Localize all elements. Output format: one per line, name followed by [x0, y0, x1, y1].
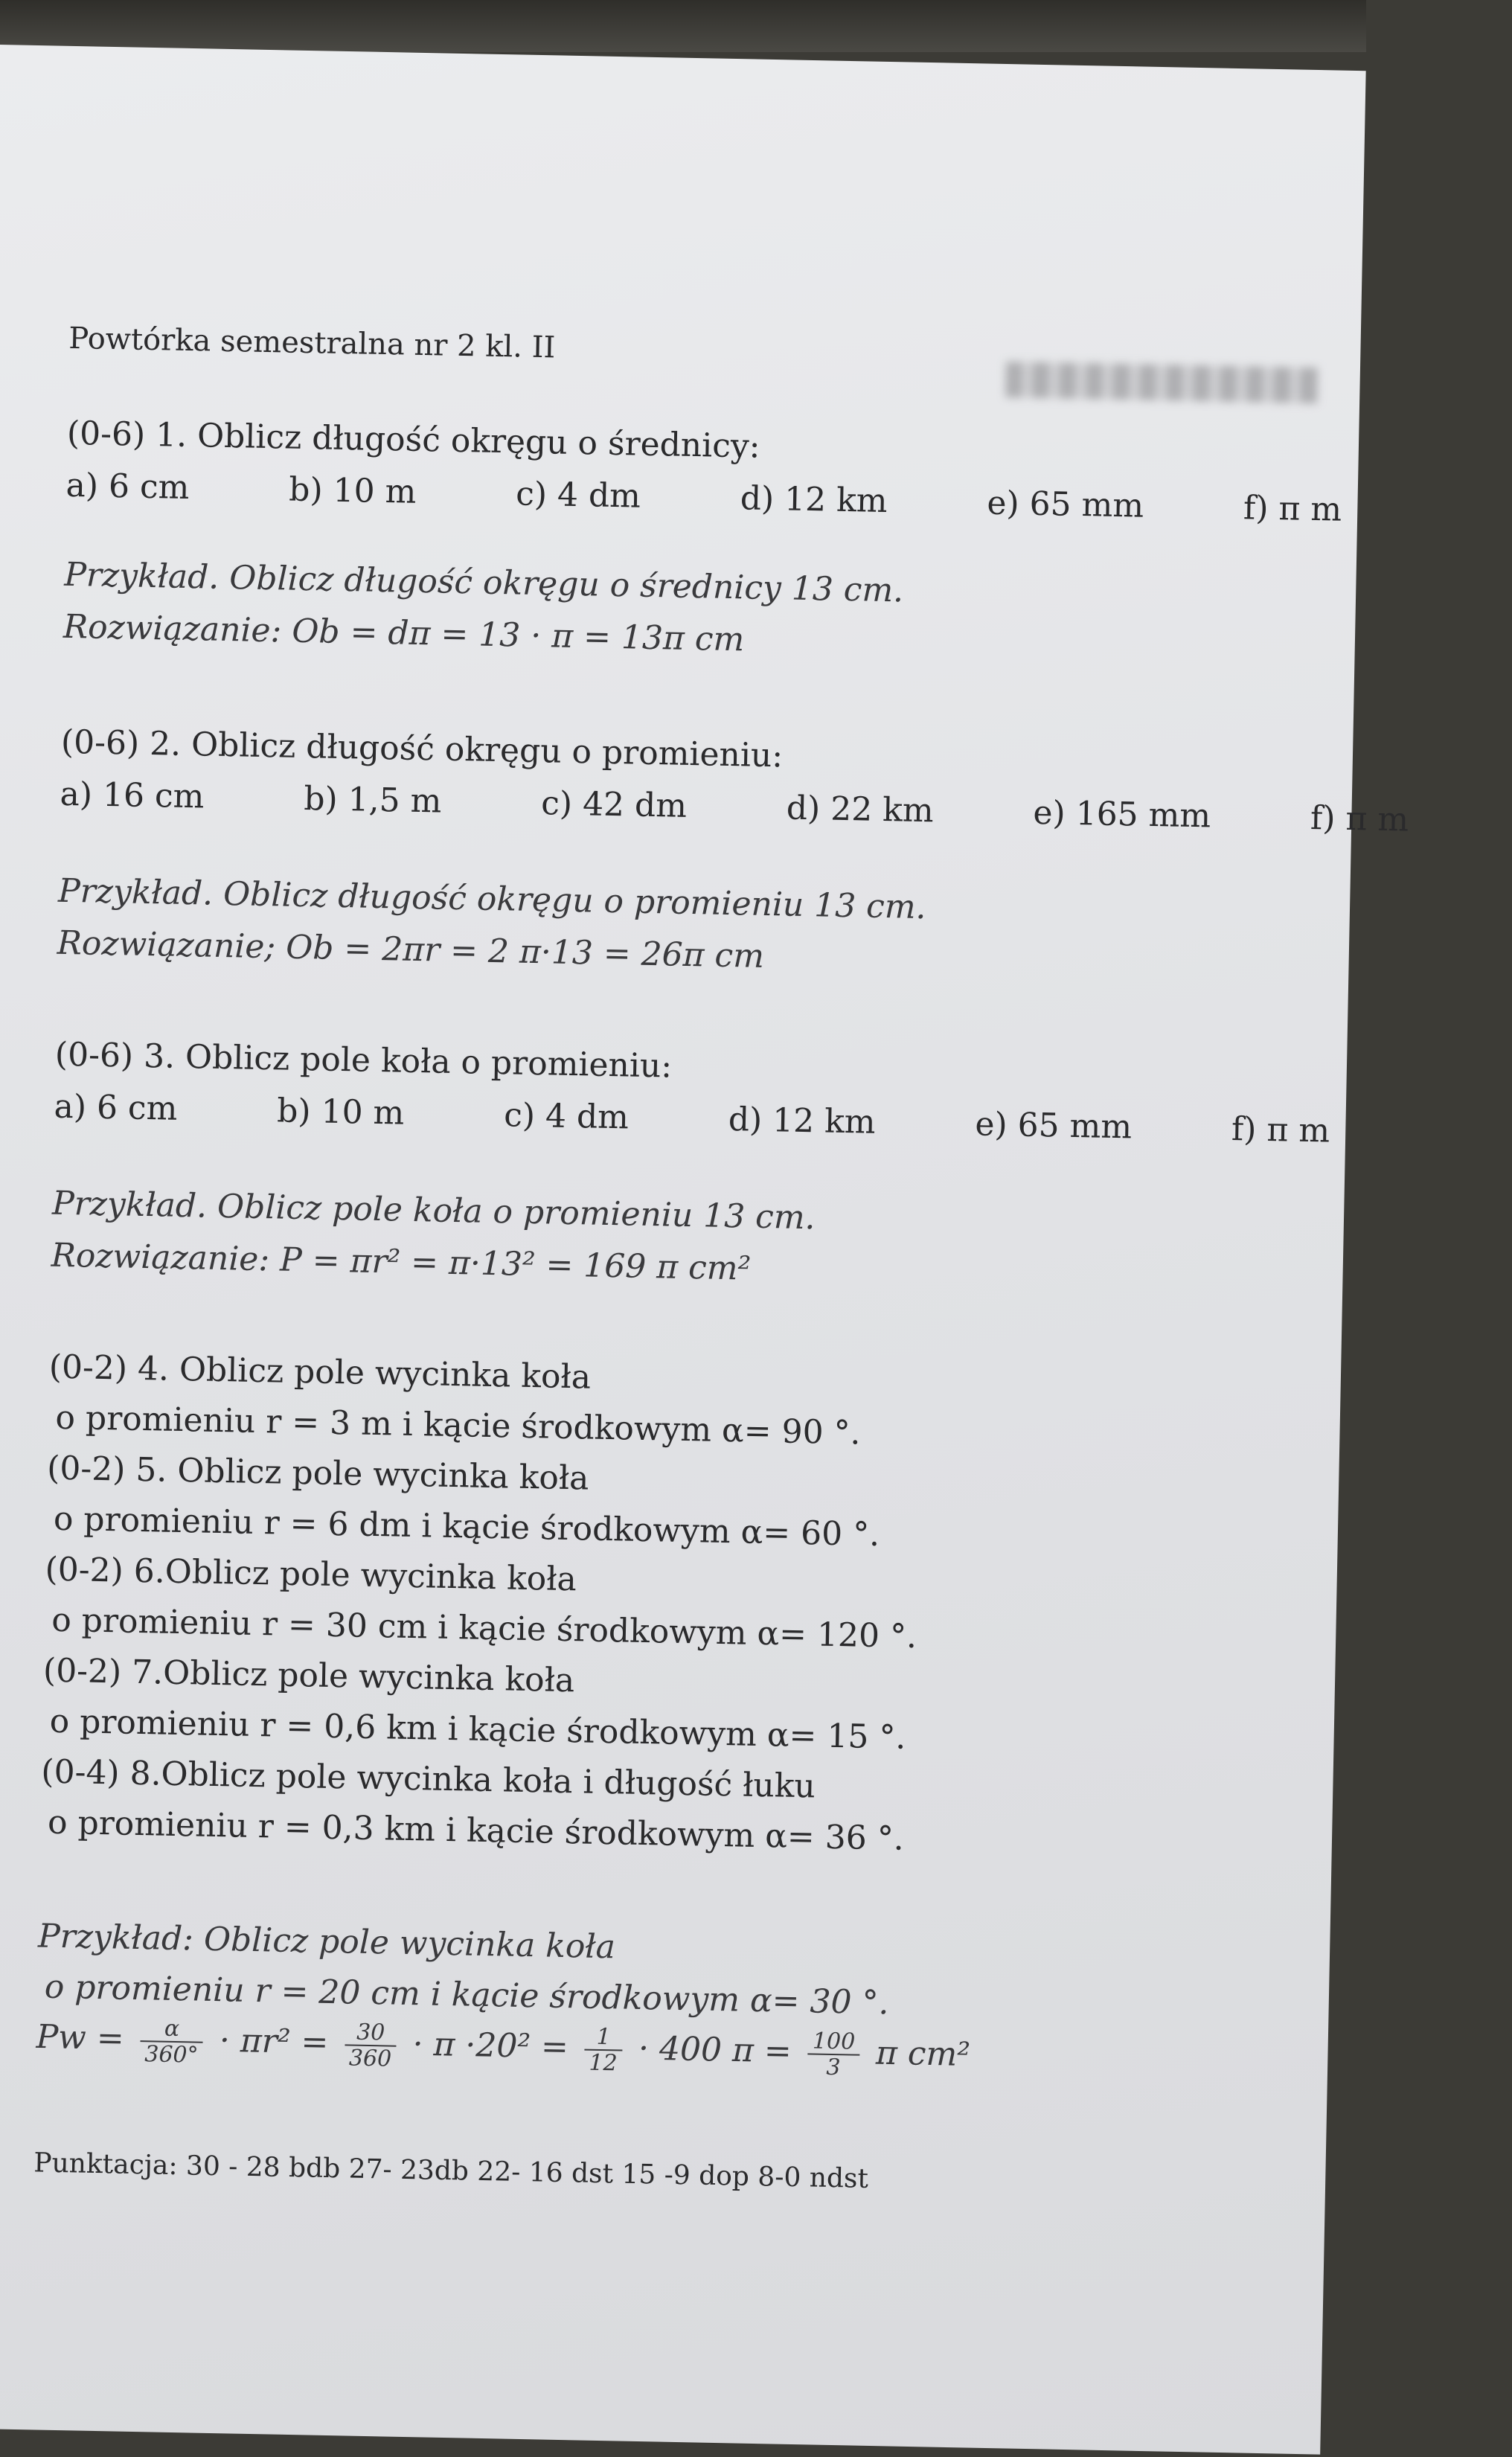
worksheet-content — [33, 269, 1409, 2194]
solution-3: Rozwiązanie: P = πr² = π·13² = 169 π cm² — [51, 1236, 752, 1288]
option: f) π m — [1231, 1110, 1330, 1150]
option: e) 65 mm — [987, 484, 1144, 525]
formula-part: · 400 π = — [638, 2029, 792, 2071]
option: e) 65 mm — [975, 1105, 1133, 1147]
denominator: 360 — [348, 2045, 392, 2072]
example-3: Przykład. Oblicz pole koła o promieniu 13 cm. — [51, 1184, 816, 1237]
option: f) π m — [1243, 489, 1342, 529]
sector-example-detail: o promieniu r = 20 cm i kącie środkowym α= 30 °. — [44, 1967, 889, 2022]
fraction — [807, 2028, 860, 2080]
option: b) 10 m — [276, 1092, 405, 1133]
option: a) 6 cm — [65, 466, 190, 507]
task-3: (0-6) 3. Oblicz pole koła o promieniu: — [54, 1035, 673, 1086]
task-6-detail: o promieniu r = 30 cm i kącie środkowym α= 120 °. — [51, 1601, 917, 1656]
task-2-options — [60, 775, 1498, 841]
option: c) 4 dm — [515, 475, 641, 516]
option: d) 12 km — [740, 479, 888, 521]
task-6: (0-2) 6.Oblicz pole wycinka koła — [45, 1550, 577, 1599]
example-2: Przykład. Oblicz długość okręgu o promieniu 13 cm. — [57, 871, 927, 927]
task-4: (0-2) 4. Oblicz pole wycinka koła — [48, 1348, 592, 1397]
fraction — [584, 2025, 622, 2076]
background-strip — [0, 0, 1366, 52]
option: a) 16 cm — [60, 775, 205, 816]
sector-formula — [36, 2014, 971, 2082]
denominator: 12 — [589, 2049, 618, 2077]
numerator: 100 — [808, 2028, 860, 2055]
option: f) π m — [1310, 799, 1409, 839]
worksheet-page — [0, 45, 1409, 2455]
denominator: 3 — [826, 2054, 841, 2081]
solution-2: Rozwiązanie; Ob = 2πr = 2 π·13 = 26π cm — [57, 923, 765, 976]
task-7: (0-2) 7.Oblicz pole wycinka koła — [42, 1651, 575, 1700]
redacted-name — [1005, 362, 1319, 403]
formula-lead: Pw = — [36, 2017, 125, 2058]
formula-part: · π ·20² = — [412, 2025, 569, 2066]
sector-example: Przykład: Oblicz pole wycinka koła — [37, 1917, 616, 1967]
task-1-options — [65, 467, 1431, 531]
fraction — [140, 2016, 204, 2068]
option: e) 165 mm — [1033, 793, 1211, 836]
formula-part: · πr² = — [219, 2021, 329, 2062]
denominator: 360° — [144, 2041, 199, 2069]
page-title: Powtórka semestralna nr 2 kl. II — [68, 321, 556, 365]
option: b) 10 m — [288, 470, 417, 511]
option: a) 6 cm — [54, 1087, 178, 1128]
task-2: (0-6) 2. Oblicz długość okręgu o promieniu: — [60, 723, 784, 775]
numerator: α — [141, 2016, 204, 2043]
task-7-detail: o promieniu r = 0,6 km i kącie środkowym α= 15 °. — [49, 1702, 906, 1757]
option: d) 12 km — [728, 1101, 877, 1141]
task-8-detail: o promieniu r = 0,3 km i kącie środkowym α= 36 °. — [47, 1803, 905, 1858]
task-5-detail: o promieniu r = 6 dm i kącie środkowym α= 60 °. — [53, 1499, 880, 1554]
solution-1: Rozwiązanie: Ob = dπ = 13 · π = 13π cm — [63, 607, 745, 659]
task-5: (0-2) 5. Oblicz pole wycinka koła — [46, 1449, 589, 1498]
option: d) 22 km — [786, 789, 935, 830]
option: b) 1,5 m — [303, 780, 442, 821]
numerator: 1 — [585, 2025, 623, 2051]
task-4-detail: o promieniu r = 3 m i kącie środkowym α= 90 °. — [55, 1398, 862, 1452]
fraction — [345, 2019, 397, 2071]
formula-tail: π cm² — [875, 2034, 971, 2075]
option: c) 42 dm — [540, 784, 688, 825]
task-3-options — [54, 1088, 1419, 1152]
example-1: Przykład. Oblicz długość okręgu o średnicy 13 cm. — [63, 555, 904, 610]
scoring-scale: Punktacja: 30 - 28 bdb 27- 23db 22- 16 dst 15 -9 dop 8-0 ndst — [33, 2147, 869, 2194]
task-8: (0-4) 8.Oblicz pole wycinka koła i długość łuku — [40, 1752, 816, 1806]
numerator: 30 — [345, 2019, 397, 2046]
task-1: (0-6) 1. Oblicz długość okręgu o średnicy: — [66, 414, 761, 466]
option: c) 4 dm — [503, 1096, 630, 1137]
